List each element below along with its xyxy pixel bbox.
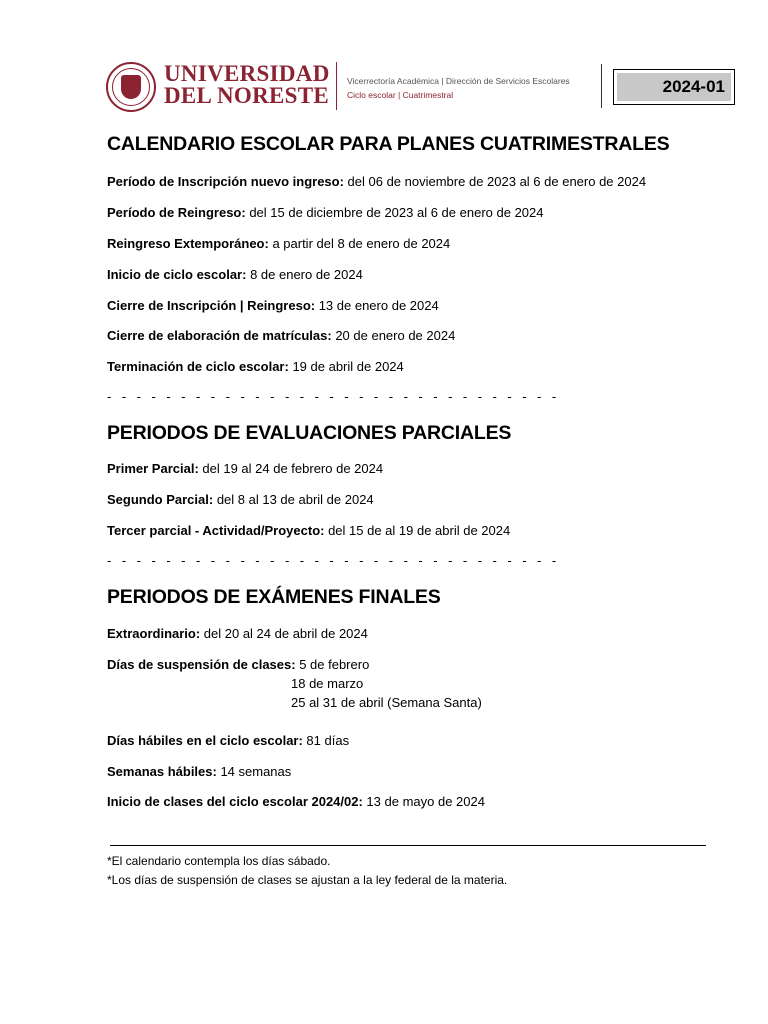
final-row: Inicio de clases del ciclo escolar 2024/02: 13 de mayo de 2024 <box>107 794 485 809</box>
final-row: Días hábiles en el ciclo escolar: 81 días <box>107 733 350 748</box>
cycle-type-line: Ciclo escolar | Cuatrimestral <box>347 90 454 100</box>
calendar-row: Cierre de Inscripción | Reingreso: 13 de enero de 2024 <box>107 298 439 313</box>
university-logo-text <box>164 63 330 107</box>
dashed-separator: ------------------------------- <box>107 389 567 404</box>
partial-row: Segundo Parcial: del 8 al 13 de abril de 2024 <box>107 492 374 507</box>
university-name-line2: DEL NORESTE <box>164 83 329 108</box>
footnote-rule <box>110 845 706 846</box>
document-header <box>106 60 736 112</box>
suspension-date: 25 al 31 de abril (Semana Santa) <box>291 695 482 710</box>
final-row: Extraordinario: del 20 al 24 de abril de 2024 <box>107 626 368 641</box>
section-title-calendar: CALENDARIO ESCOLAR PARA PLANES CUATRIMESTRALES <box>107 133 670 155</box>
partial-row: Tercer parcial - Actividad/Proyecto: del 15 de al 19 de abril de 2024 <box>107 523 511 538</box>
section-title-finals: PERIODOS DE EXÁMENES FINALES <box>107 586 441 608</box>
header-divider-right <box>601 64 602 108</box>
university-seal-icon <box>106 62 156 112</box>
dashed-separator: ------------------------------- <box>107 553 567 568</box>
cycle-box <box>613 69 735 105</box>
header-divider <box>336 62 337 110</box>
section-title-partials: PERIODOS DE EVALUACIONES PARCIALES <box>107 422 512 444</box>
calendar-row: Terminación de ciclo escolar: 19 de abril de 2024 <box>107 359 404 374</box>
calendar-row: Período de Inscripción nuevo ingreso: del 06 de noviembre de 2023 al 6 de enero de 2024 <box>107 174 647 189</box>
calendar-row: Reingreso Extemporáneo: a partir del 8 de enero de 2024 <box>107 236 451 251</box>
calendar-row: Cierre de elaboración de matrículas: 20 de enero de 2024 <box>107 328 456 343</box>
footnote: *El calendario contempla los días sábado. <box>107 854 331 868</box>
header-subinfo <box>347 74 570 102</box>
department-line: Vicerrectoría Académica | Dirección de Servicios Escolares <box>347 76 570 86</box>
final-row: Semanas hábiles: 14 semanas <box>107 764 292 779</box>
cycle-code: 2024-01 <box>617 73 731 101</box>
partial-row: Primer Parcial: del 19 al 24 de febrero de 2024 <box>107 461 384 476</box>
calendar-row: Período de Reingreso: del 15 de diciembre de 2023 al 6 de enero de 2024 <box>107 205 544 220</box>
footnote: *Los días de suspensión de clases se ajustan a la ley federal de la materia. <box>107 873 508 887</box>
suspension-row: Días de suspensión de clases: 5 de febrero <box>107 657 370 672</box>
suspension-date: 18 de marzo <box>291 676 364 691</box>
calendar-row: Inicio de ciclo escolar: 8 de enero de 2024 <box>107 267 363 282</box>
university-name-line1: UNIVERSIDAD <box>164 61 330 86</box>
